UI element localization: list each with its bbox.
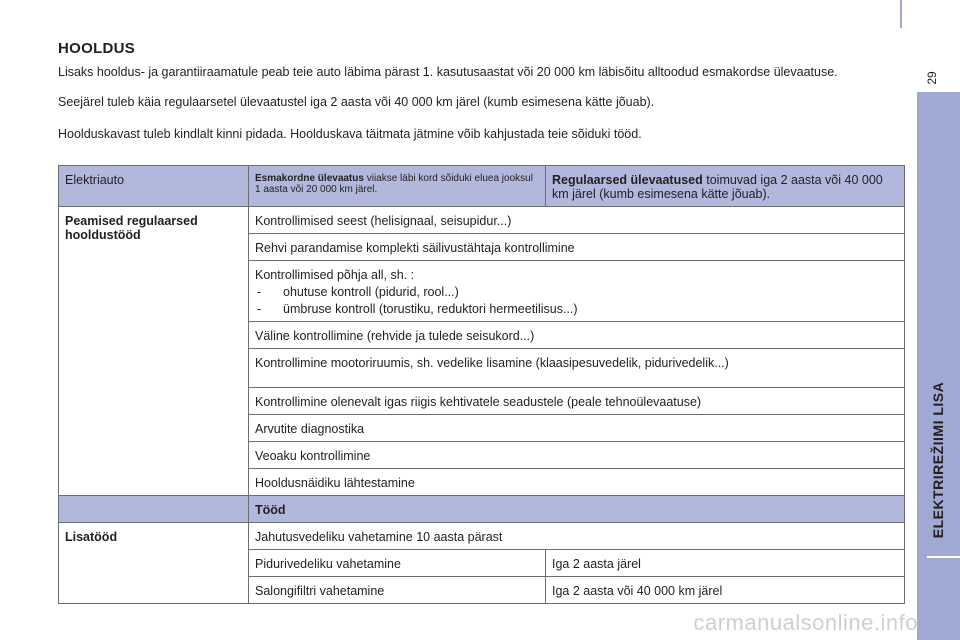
intro-paragraph-1: Lisaks hooldus- ja garantiiraamatule peab teie auto läbima pärast 1. kasutusaastat või 20 000 km läbisõitu alltoodud esmakordse ülevaatuse. xyxy=(58,65,838,79)
works-header-row xyxy=(59,496,905,523)
main-item: Kontrollimine mootoriruumis, sh. vedelike lisamine (klaasipesuvedelik, pidurivedelik...) xyxy=(249,349,905,388)
header-electric-car: Elektriauto xyxy=(59,166,249,207)
header-regular-inspection-text: toimuvad iga 2 aasta või 40 000 km järel (kumb esimesena kätte jõuab). xyxy=(552,173,883,201)
table-row xyxy=(59,523,905,550)
extra-item-interval: Iga 2 aasta järel xyxy=(546,550,905,577)
top-edge-line xyxy=(900,0,902,28)
underbody-list xyxy=(255,285,898,316)
intro-paragraph-2: Seejärel tuleb käia regulaarsetel ülevaatustel iga 2 aasta või 40 000 km järel (kumb esimesena kätte jõuab). xyxy=(58,95,655,109)
main-item: Arvutite diagnostika xyxy=(249,415,905,442)
table-header-row xyxy=(59,166,905,207)
main-item: Hooldusnäidiku lähtestamine xyxy=(249,469,905,496)
header-regular-inspection xyxy=(546,166,905,207)
main-item: Rehvi parandamise komplekti säilivustähtaja kontrollimine xyxy=(249,234,905,261)
extra-item: Jahutusvedeliku vahetamine 10 aasta pärast xyxy=(249,523,905,550)
list-item: - ümbruse kontroll (torustiku, reduktori hermeetilisus...) xyxy=(255,302,898,316)
extra-item-task: Salongifiltri vahetamine xyxy=(249,577,546,604)
page-number: 29 xyxy=(925,71,939,85)
works-header: Tööd xyxy=(249,496,905,523)
header-first-inspection-text: viiakse läbi kord sõiduki eluea jooksul 1 aasta või 20 000 km järel. xyxy=(255,173,533,195)
main-item: Kontrollimine olenevalt igas riigis kehtivatele seadustele (peale tehnoülevaatuse) xyxy=(249,388,905,415)
table-row xyxy=(59,207,905,234)
header-first-inspection-title: Esmakordne ülevaatus xyxy=(255,173,364,184)
main-item: Väline kontrollimine (rehvide ja tulede seisukord...) xyxy=(249,322,905,349)
works-header-empty xyxy=(59,496,249,523)
page-title: HOOLDUS xyxy=(58,40,136,57)
list-item: - ohutuse kontroll (pidurid, rool...) xyxy=(255,285,898,299)
header-regular-inspection-title: Regulaarsed ülevaatused xyxy=(552,173,703,187)
watermark: carmanualsonline.info xyxy=(693,610,918,635)
maintenance-table xyxy=(58,165,905,604)
sidebar-section-label: ELEKTRIREŽIIMI LISA xyxy=(930,381,946,539)
header-first-inspection xyxy=(249,166,546,207)
sidebar-divider xyxy=(927,556,960,558)
main-work-label: Peamised regulaarsed hooldustööd xyxy=(59,207,249,496)
intro-paragraph-3: Hoolduskavast tuleb kindlalt kinni pidada. Hoolduskava täitmata jätmine võib kahjustada teie sõiduki tööd. xyxy=(58,127,642,141)
underbody-title: Kontrollimised põhja all, sh. : xyxy=(255,268,415,282)
main-item: Kontrollimised seest (helisignaal, seisupidur...) xyxy=(249,207,905,234)
main-item: Veoaku kontrollimine xyxy=(249,442,905,469)
main-item-underbody xyxy=(249,261,905,322)
extra-item-task: Pidurivedeliku vahetamine xyxy=(249,550,546,577)
extra-work-label: Lisatööd xyxy=(59,523,249,604)
extra-item-interval: Iga 2 aasta või 40 000 km järel xyxy=(546,577,905,604)
